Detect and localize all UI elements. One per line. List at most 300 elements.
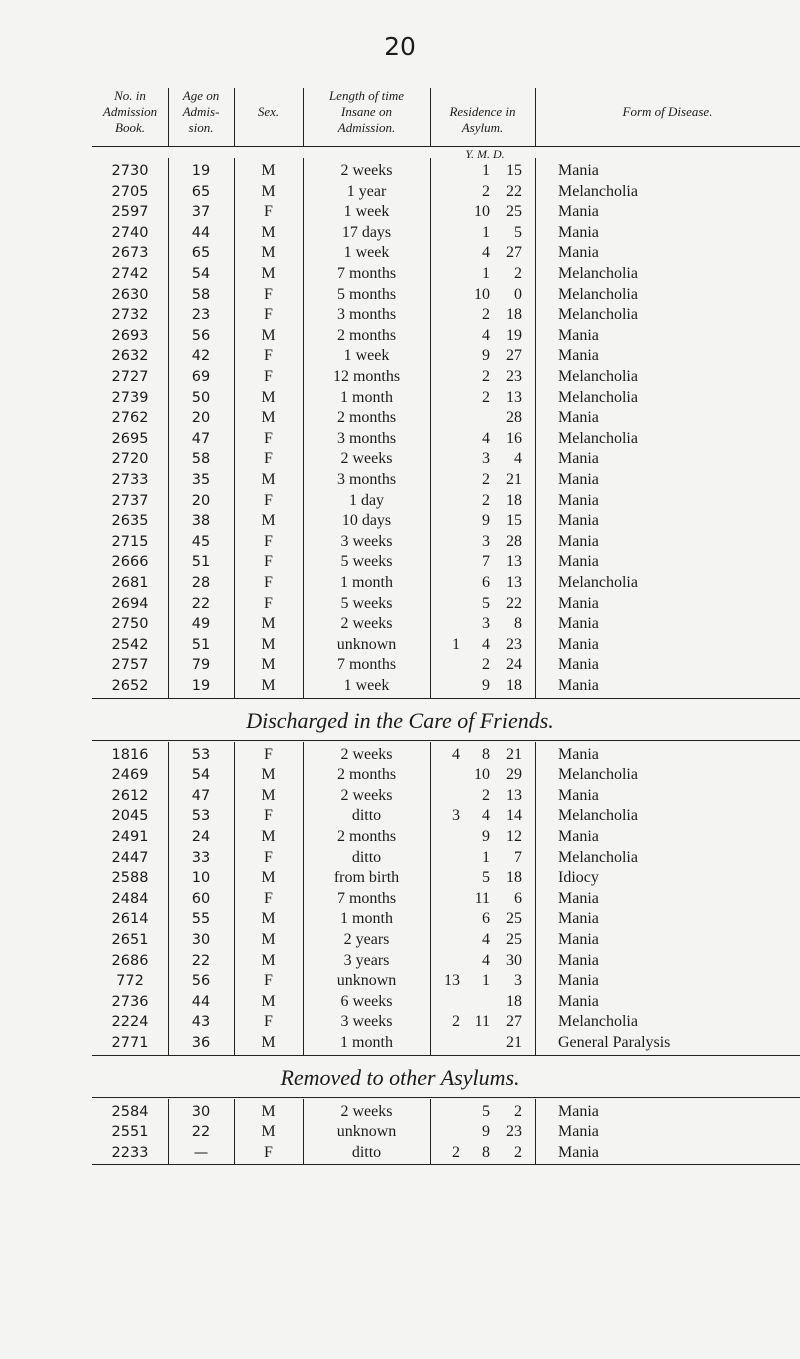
- cell-form: Mania: [558, 1143, 599, 1161]
- cell-admission-no: 2715: [111, 533, 149, 550]
- cell-admission-no: 2694: [111, 595, 149, 612]
- cell-age: 56: [191, 327, 211, 344]
- cell-sex: F: [264, 745, 273, 763]
- column-separator: [535, 88, 536, 146]
- cell-form: Mania: [558, 491, 599, 509]
- cell-age: 44: [191, 993, 211, 1010]
- cell-sex: F: [264, 203, 273, 221]
- cell-sex: F: [264, 972, 273, 990]
- cell-length: ditto: [351, 807, 382, 825]
- cell-months: 8: [482, 745, 490, 763]
- cell-length: 3 years: [343, 951, 390, 969]
- cell-sex: F: [264, 848, 273, 866]
- column-separator: [430, 1099, 431, 1165]
- cell-form: Melancholia: [558, 429, 638, 447]
- cell-months: 1: [482, 223, 490, 241]
- cell-sex: F: [264, 450, 273, 468]
- cell-admission-no: 2739: [111, 389, 149, 406]
- cell-sex: M: [261, 162, 276, 179]
- cell-days: 5: [514, 223, 522, 241]
- cell-sex: M: [261, 786, 276, 804]
- cell-months: 1: [482, 972, 490, 990]
- cell-age: 43: [191, 1014, 211, 1031]
- header-ymd: Y. M. D.: [465, 147, 505, 161]
- cell-sex: M: [261, 992, 276, 1010]
- cell-form: Mania: [558, 931, 599, 948]
- cell-length: 2 weeks: [340, 450, 393, 468]
- cell-days: 7: [514, 848, 522, 866]
- column-separator: [168, 158, 169, 698]
- cell-age: 55: [191, 911, 211, 928]
- cell-form: Melancholia: [558, 574, 638, 591]
- cell-days: 4: [514, 450, 522, 468]
- cell-days: 18: [506, 306, 522, 324]
- cell-days: 8: [514, 615, 522, 633]
- cell-length: 12 months: [332, 368, 401, 385]
- cell-length: 1 week: [343, 677, 390, 694]
- cell-sex: F: [264, 347, 273, 365]
- cell-age: 65: [191, 245, 211, 262]
- cell-months: 4: [482, 931, 490, 948]
- cell-days: 21: [506, 745, 522, 763]
- column-separator: [303, 158, 304, 698]
- cell-form: Mania: [558, 512, 599, 530]
- cell-age: 47: [191, 430, 211, 447]
- cell-days: 15: [506, 162, 522, 179]
- cell-days: 13: [506, 786, 522, 804]
- cell-age: 30: [191, 1103, 211, 1120]
- cell-form: Mania: [558, 223, 599, 241]
- cell-age: —: [193, 1144, 209, 1161]
- cell-length: 1 month: [340, 388, 393, 406]
- cell-sex: F: [264, 807, 273, 825]
- cell-admission-no: 2469: [111, 767, 149, 784]
- cell-months: 2: [482, 471, 490, 488]
- cell-days: 18: [506, 491, 522, 509]
- cell-days: 28: [506, 409, 522, 427]
- header-age: Admis-: [182, 104, 220, 119]
- cell-months: 10: [474, 285, 490, 303]
- cell-form: Mania: [558, 786, 599, 804]
- cell-admission-no: 2740: [111, 224, 149, 241]
- cell-form: Mania: [558, 1123, 599, 1141]
- cell-months: 2: [482, 388, 490, 406]
- cell-age: 19: [191, 163, 211, 179]
- column-separator: [168, 88, 169, 146]
- cell-sex: M: [261, 1034, 276, 1051]
- cell-length: 2 years: [343, 931, 390, 948]
- cell-years: 3: [452, 807, 460, 825]
- cell-admission-no: 2635: [111, 513, 149, 530]
- cell-days: 6: [514, 889, 522, 907]
- cell-age: 45: [191, 533, 211, 550]
- cell-admission-no: 1816: [111, 746, 149, 763]
- cell-years: 4: [452, 745, 460, 763]
- cell-months: 3: [482, 532, 490, 550]
- cell-form: Mania: [558, 203, 599, 221]
- cell-length: unknown: [336, 635, 397, 653]
- cell-sex: M: [261, 766, 276, 784]
- cell-days: 13: [506, 574, 522, 591]
- cell-admission-no: 2233: [111, 1144, 149, 1161]
- cell-form: Mania: [558, 1102, 599, 1120]
- cell-months: 2: [482, 656, 490, 674]
- section-title: Discharged in the Care of Friends.: [246, 707, 554, 733]
- cell-form: General Paralysis: [558, 1034, 671, 1051]
- cell-months: 3: [482, 450, 490, 468]
- cell-length: 5 weeks: [340, 553, 393, 571]
- cell-sex: F: [264, 368, 273, 385]
- cell-months: 11: [474, 889, 490, 907]
- section-rule: [92, 1097, 800, 1098]
- cell-form: Mania: [558, 992, 599, 1010]
- cell-years: 1: [452, 635, 460, 653]
- column-separator: [303, 742, 304, 1055]
- cell-form: Melancholia: [558, 388, 638, 406]
- cell-length: 2 weeks: [340, 786, 393, 804]
- cell-sex: F: [264, 553, 273, 571]
- cell-days: 3: [514, 972, 522, 990]
- cell-months: 1: [482, 162, 490, 179]
- column-separator: [234, 88, 235, 146]
- cell-length: 2 months: [336, 409, 397, 427]
- cell-admission-no: 2693: [111, 327, 149, 344]
- page-number: 20: [384, 32, 416, 61]
- cell-admission-no: 2484: [111, 890, 149, 907]
- cell-age: 69: [191, 369, 211, 385]
- cell-length: 7 months: [336, 265, 397, 282]
- cell-form: Mania: [558, 553, 599, 571]
- cell-age: 42: [191, 348, 211, 365]
- cell-admission-no: 2737: [111, 492, 149, 509]
- cell-length: 3 months: [336, 429, 397, 447]
- cell-age: 47: [191, 787, 211, 804]
- cell-admission-no: 2705: [111, 183, 149, 200]
- cell-age: 35: [191, 472, 211, 488]
- cell-sex: M: [261, 677, 276, 694]
- cell-length: ditto: [351, 848, 382, 866]
- cell-length: 3 months: [336, 306, 397, 324]
- cell-months: 4: [482, 635, 490, 653]
- cell-sex: M: [261, 1123, 276, 1141]
- cell-months: 1: [482, 265, 490, 282]
- cell-months: 2: [482, 182, 490, 200]
- cell-length: from birth: [333, 869, 400, 887]
- cell-length: 2 weeks: [340, 615, 393, 633]
- cell-years: 13: [444, 972, 460, 990]
- cell-form: Mania: [558, 409, 599, 427]
- cell-sex: M: [261, 635, 276, 653]
- cell-days: 15: [506, 512, 522, 530]
- cell-age: 30: [191, 932, 211, 948]
- cell-form: Mania: [558, 828, 599, 845]
- cell-days: 27: [506, 347, 522, 365]
- cell-months: 4: [482, 326, 490, 344]
- cell-sex: M: [261, 388, 276, 406]
- cell-days: 25: [506, 910, 522, 928]
- cell-age: 51: [191, 554, 211, 571]
- cell-sex: M: [261, 244, 276, 262]
- cell-length: 1 month: [340, 1034, 393, 1051]
- cell-length: 3 weeks: [340, 532, 393, 550]
- cell-sex: F: [264, 429, 273, 447]
- cell-length: unknown: [336, 1123, 397, 1141]
- cell-form: Mania: [558, 450, 599, 468]
- cell-admission-no: 2584: [111, 1103, 149, 1120]
- column-separator: [535, 158, 536, 698]
- cell-sex: F: [264, 889, 273, 907]
- header-sex: Sex.: [257, 104, 280, 119]
- cell-admission-no: 2652: [111, 678, 149, 694]
- section-bottom-rule: [92, 1055, 800, 1056]
- cell-form: Mania: [558, 656, 599, 674]
- cell-months: 5: [482, 869, 490, 887]
- column-separator: [430, 88, 431, 146]
- cell-sex: F: [264, 1013, 273, 1031]
- cell-days: 23: [506, 368, 522, 385]
- cell-sex: F: [264, 574, 273, 591]
- cell-age: 49: [191, 616, 211, 633]
- header-form: Form of Disease.: [622, 104, 713, 119]
- cell-age: 53: [191, 746, 211, 763]
- cell-sex: M: [261, 931, 276, 948]
- section-bottom-rule: [92, 1164, 800, 1165]
- cell-months: 2: [482, 368, 490, 385]
- column-separator: [234, 158, 235, 698]
- cell-form: Mania: [558, 951, 599, 969]
- cell-form: Melancholia: [558, 306, 638, 324]
- cell-admission-no: 2612: [111, 787, 149, 804]
- cell-age: 60: [191, 890, 211, 907]
- cell-months: 4: [482, 807, 490, 825]
- cell-months: 4: [482, 951, 490, 969]
- cell-days: 24: [506, 656, 522, 674]
- cell-days: 22: [506, 594, 522, 612]
- cell-admission-no: 2045: [111, 808, 149, 825]
- cell-length: 7 months: [336, 889, 397, 907]
- cell-days: 25: [506, 203, 522, 221]
- cell-length: 2 months: [336, 828, 397, 845]
- cell-age: 37: [191, 204, 211, 221]
- cell-admission-no: 2686: [111, 952, 149, 969]
- cell-admission-no: 2720: [111, 451, 149, 468]
- cell-months: 9: [482, 677, 490, 694]
- cell-age: 44: [191, 224, 211, 241]
- cell-sex: M: [261, 512, 276, 530]
- cell-sex: F: [264, 594, 273, 612]
- column-separator: [168, 1099, 169, 1165]
- header-residence: Asylum.: [461, 120, 504, 135]
- cell-days: 18: [506, 869, 522, 887]
- cell-admission-no: 2614: [111, 911, 149, 928]
- header-length: Length of time: [328, 88, 405, 103]
- cell-admission-no: 2733: [111, 472, 149, 488]
- cell-months: 2: [482, 306, 490, 324]
- column-separator: [430, 742, 431, 1055]
- cell-months: 2: [482, 786, 490, 804]
- cell-months: 3: [482, 615, 490, 633]
- cell-admission-no: 2588: [111, 870, 149, 887]
- cell-admission-no: 2742: [111, 266, 149, 282]
- cell-form: Mania: [558, 244, 599, 262]
- cell-sex: M: [261, 326, 276, 344]
- cell-days: 19: [506, 326, 522, 344]
- cell-form: Mania: [558, 677, 599, 694]
- cell-days: 16: [506, 429, 522, 447]
- cell-admission-no: 2727: [111, 369, 149, 385]
- cell-days: 27: [506, 244, 522, 262]
- cell-months: 1: [482, 848, 490, 866]
- cell-months: 4: [482, 244, 490, 262]
- cell-form: Mania: [558, 594, 599, 612]
- cell-sex: M: [261, 615, 276, 633]
- cell-age: 54: [191, 767, 211, 784]
- column-separator: [303, 88, 304, 146]
- cell-months: 5: [482, 594, 490, 612]
- cell-length: 1 week: [343, 203, 390, 221]
- cell-age: 33: [191, 849, 211, 866]
- header-admission-no: Book.: [115, 120, 145, 135]
- cell-months: 4: [482, 429, 490, 447]
- cell-months: 5: [482, 1102, 490, 1120]
- cell-age: 38: [191, 513, 211, 530]
- cell-length: 2 months: [336, 326, 397, 344]
- cell-length: 5 weeks: [340, 594, 393, 612]
- cell-admission-no: 2771: [111, 1035, 149, 1051]
- cell-admission-no: 2695: [111, 430, 149, 447]
- cell-days: 13: [506, 388, 522, 406]
- cell-days: 25: [506, 931, 522, 948]
- cell-years: 2: [452, 1013, 460, 1031]
- cell-admission-no: 2632: [111, 348, 149, 365]
- section-title: Removed to other Asylums.: [280, 1064, 520, 1090]
- header-admission-no: No. in: [114, 88, 146, 103]
- cell-admission-no: 2542: [111, 636, 149, 653]
- cell-sex: F: [264, 285, 273, 303]
- cell-length: ditto: [351, 1143, 382, 1161]
- cell-length: 1 day: [348, 491, 385, 509]
- cell-age: 22: [191, 1124, 211, 1141]
- cell-age: 56: [191, 973, 211, 990]
- cell-length: 1 month: [340, 910, 393, 928]
- cell-admission-no: 2491: [111, 829, 149, 845]
- column-separator: [430, 158, 431, 698]
- cell-days: 0: [514, 285, 522, 303]
- cell-months: 9: [482, 828, 490, 845]
- cell-age: 22: [191, 952, 211, 969]
- cell-sex: M: [261, 182, 276, 200]
- cell-form: Melancholia: [558, 848, 638, 866]
- cell-years: 2: [452, 1143, 460, 1161]
- cell-months: 6: [482, 574, 490, 591]
- cell-months: 2: [482, 491, 490, 509]
- cell-form: Mania: [558, 889, 599, 907]
- cell-form: Melancholia: [558, 766, 638, 784]
- cell-age: 24: [191, 829, 211, 845]
- cell-months: 6: [482, 910, 490, 928]
- cell-days: 18: [506, 677, 522, 694]
- cell-age: 58: [191, 451, 211, 468]
- cell-days: 21: [506, 1034, 522, 1051]
- cell-days: 18: [506, 992, 522, 1010]
- cell-form: Mania: [558, 972, 599, 990]
- cell-admission-no: 2551: [111, 1124, 149, 1141]
- cell-admission-no: 2666: [111, 554, 149, 571]
- cell-days: 27: [506, 1013, 522, 1031]
- cell-length: 1 week: [343, 347, 390, 365]
- column-separator: [168, 742, 169, 1055]
- cell-months: 8: [482, 1143, 490, 1161]
- cell-length: 1 week: [343, 244, 390, 262]
- cell-admission-no: 2224: [111, 1014, 149, 1031]
- cell-days: 29: [506, 766, 522, 784]
- cell-form: Melancholia: [558, 285, 638, 303]
- cell-sex: M: [261, 828, 276, 845]
- cell-sex: M: [261, 869, 276, 887]
- cell-sex: F: [264, 1143, 273, 1161]
- cell-age: 79: [191, 657, 211, 674]
- cell-form: Mania: [558, 910, 599, 928]
- cell-months: 10: [474, 766, 490, 784]
- column-separator: [303, 1099, 304, 1165]
- cell-months: 9: [482, 347, 490, 365]
- cell-form: Melancholia: [558, 807, 638, 825]
- cell-age: 22: [191, 595, 211, 612]
- cell-months: 10: [474, 203, 490, 221]
- cell-length: 6 weeks: [340, 992, 393, 1010]
- cell-sex: F: [264, 306, 273, 324]
- cell-length: 2 weeks: [340, 1102, 393, 1120]
- column-separator: [234, 1099, 235, 1165]
- cell-admission-no: 2651: [111, 932, 149, 948]
- cell-days: 12: [506, 828, 522, 845]
- cell-length: 17 days: [341, 223, 392, 241]
- cell-form: Melancholia: [558, 368, 638, 385]
- cell-days: 13: [506, 553, 522, 571]
- cell-length: 2 months: [336, 766, 397, 784]
- cell-age: 53: [191, 808, 211, 825]
- header-age: Age on: [182, 88, 220, 103]
- cell-sex: M: [261, 951, 276, 969]
- cell-length: 1 year: [346, 182, 387, 200]
- cell-length: 2 weeks: [340, 745, 393, 763]
- cell-months: 7: [482, 553, 490, 571]
- cell-sex: M: [261, 409, 276, 427]
- cell-age: 23: [191, 307, 211, 324]
- header-age: sion.: [188, 120, 214, 135]
- cell-form: Mania: [558, 745, 599, 763]
- cell-admission-no: 2762: [111, 410, 149, 427]
- cell-admission-no: 2447: [111, 849, 149, 866]
- cell-form: Melancholia: [558, 265, 638, 282]
- cell-age: 50: [191, 389, 211, 406]
- cell-days: 21: [506, 471, 522, 488]
- cell-length: 7 months: [336, 656, 397, 674]
- cell-sex: F: [264, 491, 273, 509]
- cell-form: Mania: [558, 532, 599, 550]
- cell-form: Mania: [558, 347, 599, 365]
- cell-admission-no: 2597: [111, 204, 149, 221]
- column-separator: [535, 1099, 536, 1165]
- header-length: Insane on: [341, 104, 392, 119]
- cell-length: 10 days: [341, 512, 392, 530]
- cell-age: 20: [191, 492, 211, 509]
- cell-sex: M: [261, 1102, 276, 1120]
- cell-age: 28: [191, 575, 211, 591]
- cell-months: 9: [482, 512, 490, 530]
- section-bottom-rule: [92, 698, 800, 699]
- cell-admission-no: 2673: [111, 245, 149, 262]
